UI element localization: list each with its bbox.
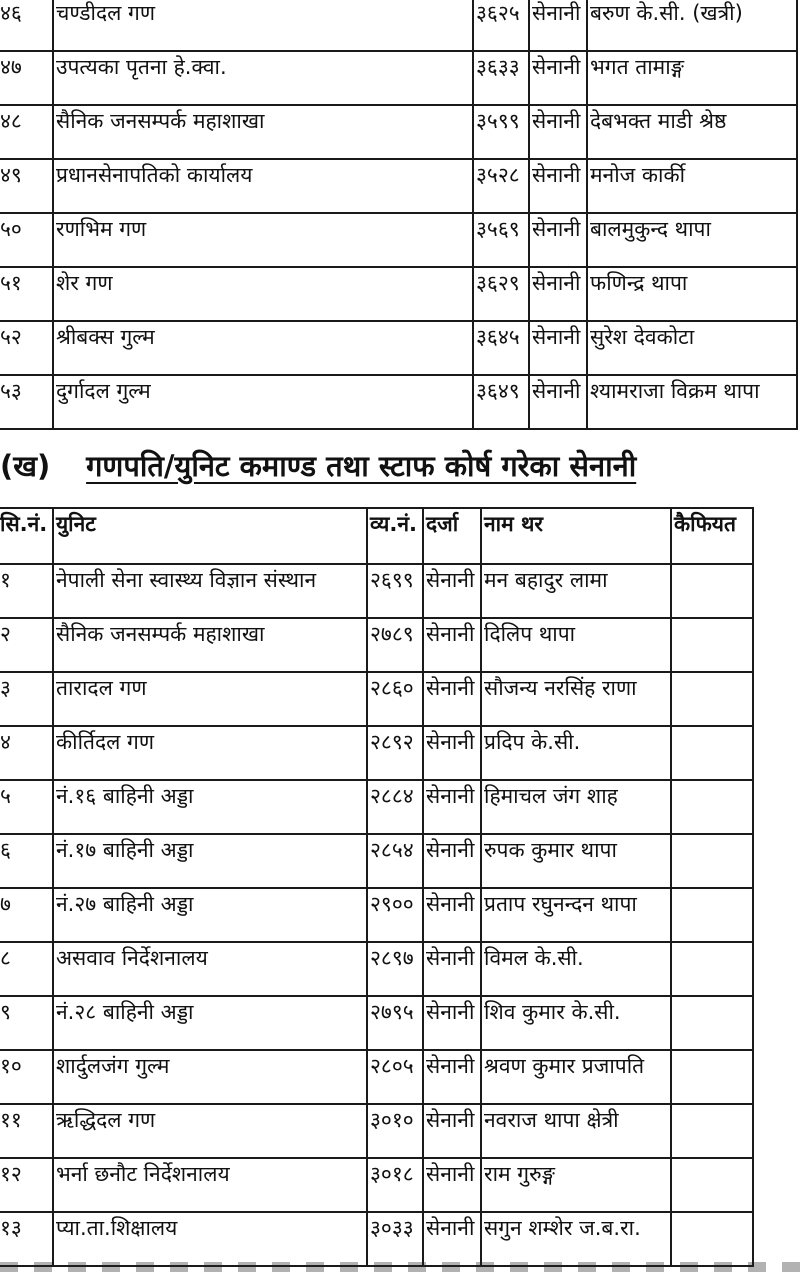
cell-remarks (671, 996, 753, 1050)
cell-unit: नं.२८ बाहिनी अड्डा (53, 996, 367, 1050)
cell-unit: सैनिक जनसम्पर्क महाशाखा (53, 105, 473, 159)
cell-sn: ६ (0, 834, 53, 888)
cell-name: बालमुकुन्द थापा (587, 213, 797, 267)
cell-sn: ३ (0, 672, 53, 726)
cell-name: देबभक्त माडी श्रेष्ठ (587, 105, 797, 159)
cell-rank: सेनानी (423, 780, 481, 834)
cell-sn: २ (0, 618, 53, 672)
cell-name: श्रवण कुमार प्रजापति (481, 1050, 671, 1104)
cell-rank: सेनानी (423, 834, 481, 888)
section-heading (0, 446, 800, 486)
cell-unit: उपत्यका पृतना हे.क्वा. (53, 51, 473, 105)
cell-unit: प्या.ता.शिक्षालय (53, 1212, 367, 1266)
cell-name: श्यामराजा विक्रम थापा (587, 375, 797, 429)
cell-id: ३०१८ (367, 1158, 423, 1212)
table-row (0, 888, 753, 942)
cell-name: बरुण के.सी. (खत्री) (587, 0, 797, 51)
table-row (0, 1050, 753, 1104)
cell-id: ३५६९ (473, 213, 529, 267)
cell-name: नवराज थापा क्षेत्री (481, 1104, 671, 1158)
cell-name: रुपक कुमार थापा (481, 834, 671, 888)
cell-id: २७८९ (367, 618, 423, 672)
table-row (0, 780, 753, 834)
cell-sn: ७ (0, 888, 53, 942)
cell-unit: कीर्तिदल गण (53, 726, 367, 780)
cell-name: हिमाचल जंग शाह (481, 780, 671, 834)
section-label: (ख) (0, 449, 51, 483)
cell-remarks (671, 834, 753, 888)
cell-name: विमल के.सी. (481, 942, 671, 996)
cell-name: मन बहादुर लामा (481, 564, 671, 618)
cell-unit: तारादल गण (53, 672, 367, 726)
cell-sn: ८ (0, 942, 53, 996)
section-title: गणपति/युनिट कमाण्ड तथा स्टाफ कोर्ष गरेका सेनानी (86, 449, 637, 483)
cell-id: २८८४ (367, 780, 423, 834)
cell-id: ३०१० (367, 1104, 423, 1158)
cell-name: फणिन्द्र थापा (587, 267, 797, 321)
cell-rank: सेनानी (423, 1158, 481, 1212)
bottom-table-body (0, 564, 753, 1266)
cell-unit: नं.१७ बाहिनी अड्डा (53, 834, 367, 888)
table-row (0, 834, 753, 888)
header-sn: सि.नं. (0, 508, 53, 564)
cell-remarks (671, 564, 753, 618)
cell-rank: सेनानी (423, 1050, 481, 1104)
table-row (0, 267, 797, 321)
cell-remarks (671, 1212, 753, 1266)
cell-sn: ४८ (0, 105, 53, 159)
cell-remarks (671, 780, 753, 834)
cell-id: ३५२८ (473, 159, 529, 213)
cell-sn: ५२ (0, 321, 53, 375)
cell-unit: सैनिक जनसम्पर्क महाशाखा (53, 618, 367, 672)
table-row (0, 942, 753, 996)
cell-unit: ऋद्धिदल गण (53, 1104, 367, 1158)
cell-remarks (671, 672, 753, 726)
cell-id: २८९२ (367, 726, 423, 780)
cell-rank: सेनानी (529, 105, 587, 159)
cell-id: ३६२५ (473, 0, 529, 51)
cell-sn: ४६ (0, 0, 53, 51)
cell-unit: दुर्गादल गुल्म (53, 375, 473, 429)
cell-name: शिव कुमार के.सी. (481, 996, 671, 1050)
header-remarks: कैफियत (671, 508, 753, 564)
cell-unit: भर्ना छनौट निर्देशनालय (53, 1158, 367, 1212)
table-row (0, 51, 797, 105)
table-row (0, 1212, 753, 1266)
cell-id: ३६२९ (473, 267, 529, 321)
table-row (0, 672, 753, 726)
cell-unit: नं.२७ बाहिनी अड्डा (53, 888, 367, 942)
cell-name: दिलिप थापा (481, 618, 671, 672)
cell-id: ३०३३ (367, 1212, 423, 1266)
top-table-body (0, 0, 797, 429)
table-row (0, 213, 797, 267)
cell-rank: सेनानी (529, 0, 587, 51)
cell-rank: सेनानी (529, 321, 587, 375)
table-row (0, 0, 797, 51)
cell-remarks (671, 1104, 753, 1158)
cell-sn: ९ (0, 996, 53, 1050)
table-row (0, 159, 797, 213)
cell-id: २८५४ (367, 834, 423, 888)
cell-rank: सेनानी (529, 213, 587, 267)
cell-rank: सेनानी (423, 618, 481, 672)
table-row (0, 105, 797, 159)
header-rank: दर्जा (423, 508, 481, 564)
cell-remarks (671, 888, 753, 942)
header-name: नाम थर (481, 508, 671, 564)
table-row (0, 321, 797, 375)
cell-unit: शार्दुलजंग गुल्म (53, 1050, 367, 1104)
table-row (0, 726, 753, 780)
cell-unit: शेर गण (53, 267, 473, 321)
cell-unit: चण्डीदल गण (53, 0, 473, 51)
cell-sn: ४ (0, 726, 53, 780)
cell-name: सुरेश देवकोटा (587, 321, 797, 375)
table-row (0, 375, 797, 429)
cell-name: सौजन्य नरसिंह राणा (481, 672, 671, 726)
top-table (0, 0, 798, 430)
cell-name: प्रदिप के.सी. (481, 726, 671, 780)
cell-rank: सेनानी (423, 726, 481, 780)
cell-sn: ४९ (0, 159, 53, 213)
cell-remarks (671, 1050, 753, 1104)
cell-name: मनोज कार्की (587, 159, 797, 213)
cell-sn: ५१ (0, 267, 53, 321)
cell-id: ३६४५ (473, 321, 529, 375)
cell-rank: सेनानी (529, 51, 587, 105)
cell-id: ३६३३ (473, 51, 529, 105)
table-row (0, 564, 753, 618)
cell-rank: सेनानी (423, 942, 481, 996)
cell-rank: सेनानी (529, 159, 587, 213)
cell-remarks (671, 618, 753, 672)
cell-rank: सेनानी (423, 672, 481, 726)
table-row (0, 996, 753, 1050)
cell-id: ३५९९ (473, 105, 529, 159)
cell-id: २८६० (367, 672, 423, 726)
cell-sn: १३ (0, 1212, 53, 1266)
cell-id: २६९९ (367, 564, 423, 618)
cell-unit: असवाव निर्देशनालय (53, 942, 367, 996)
cut-off-text-line (0, 1262, 800, 1272)
cell-id: २८०५ (367, 1050, 423, 1104)
cell-name: भगत तामाङ्ग (587, 51, 797, 105)
header-id: व्य.नं. (367, 508, 423, 564)
bottom-table (0, 507, 754, 1267)
cell-id: २७९५ (367, 996, 423, 1050)
cell-unit: रणभिम गण (53, 213, 473, 267)
cell-unit: नं.१६ बाहिनी अड्डा (53, 780, 367, 834)
table-header-row (0, 508, 753, 564)
cell-rank: सेनानी (423, 996, 481, 1050)
cell-name: सगुन शम्शेर ज.ब.रा. (481, 1212, 671, 1266)
cell-sn: ४७ (0, 51, 53, 105)
table-row (0, 618, 753, 672)
cell-name: राम गुरुङ्ग (481, 1158, 671, 1212)
header-unit: युनिट (53, 508, 367, 564)
cell-rank: सेनानी (423, 1212, 481, 1266)
table-row (0, 1158, 753, 1212)
cell-unit: प्रधानसेनापतिको कार्यालय (53, 159, 473, 213)
cell-name: प्रताप रघुनन्दन थापा (481, 888, 671, 942)
cell-sn: ५३ (0, 375, 53, 429)
cell-remarks (671, 942, 753, 996)
cell-sn: १ (0, 564, 53, 618)
cell-remarks (671, 1158, 753, 1212)
cell-sn: ११ (0, 1104, 53, 1158)
cell-sn: १० (0, 1050, 53, 1104)
cell-rank: सेनानी (529, 267, 587, 321)
cell-rank: सेनानी (423, 1104, 481, 1158)
cell-rank: सेनानी (423, 564, 481, 618)
cell-id: २८९७ (367, 942, 423, 996)
cell-sn: ५० (0, 213, 53, 267)
cell-remarks (671, 726, 753, 780)
cell-id: २९०० (367, 888, 423, 942)
cell-sn: १२ (0, 1158, 53, 1212)
cell-id: ३६४९ (473, 375, 529, 429)
cell-sn: ५ (0, 780, 53, 834)
cell-unit: नेपाली सेना स्वास्थ्य विज्ञान संस्थान (53, 564, 367, 618)
table-row (0, 1104, 753, 1158)
cell-rank: सेनानी (529, 375, 587, 429)
cell-rank: सेनानी (423, 888, 481, 942)
cell-unit: श्रीबक्स गुल्म (53, 321, 473, 375)
